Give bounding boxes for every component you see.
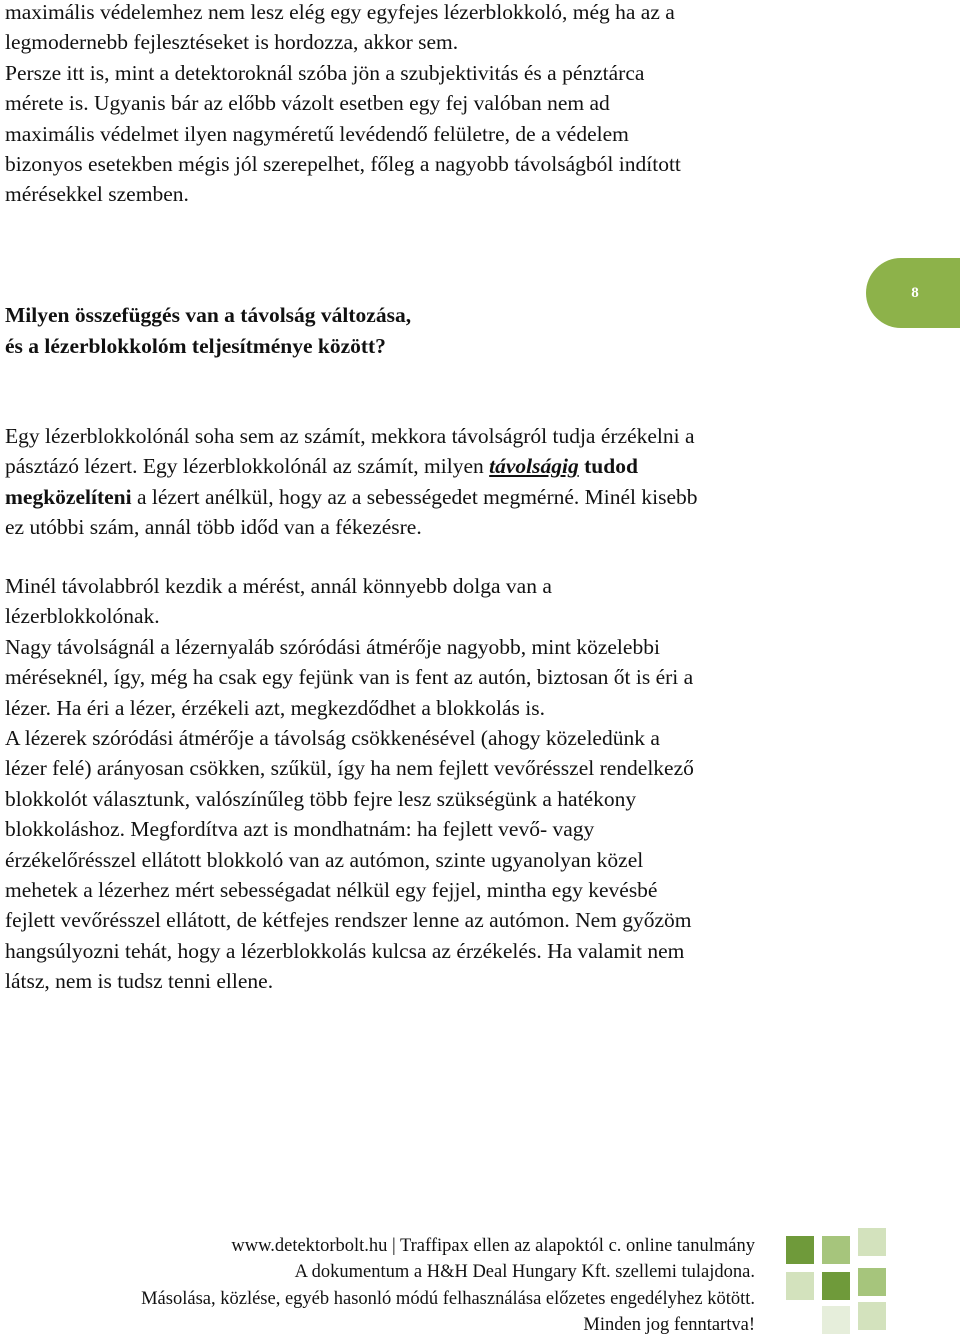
paragraph-line: lézerblokkolónak. — [5, 604, 160, 629]
paragraph-line — [5, 451, 865, 481]
footer-rights-line: Minden jog fenntartva! — [583, 1314, 755, 1335]
paragraph-line: Nagy távolságnál a lézernyaláb szóródási átmérője nagyobb, mint közelebbi — [5, 634, 660, 659]
text-run: a lézert anélkül, hogy az a sebességedet megmérné. Minél kisebb — [131, 484, 698, 509]
logo-square — [786, 1272, 814, 1300]
paragraph-line: fejlett vevőrésszel ellátott, de kétfejes rendszer lenne az autómon. Nem győzöm — [5, 908, 692, 933]
emphasis-text: megközelíteni — [5, 484, 132, 509]
paragraph-line: látsz, nem is tudsz tenni ellene. — [5, 969, 274, 994]
paragraph-distance — [5, 421, 865, 543]
page-number-badge — [866, 258, 960, 328]
paragraph-line: ez utóbbi szám, annál több időd van a fékezésre. — [5, 515, 422, 540]
footer-owner-line: A dokumentum a H&H Deal Hungary Kft. szellemi tulajdona. — [294, 1262, 755, 1283]
paragraph-line: hangsúlyozni tehát, hogy a lézerblokkolás kulcsa az érzékelés. Ha valamit nem — [5, 938, 685, 963]
intro-line: maximális védelemhez nem lesz elég egy egyfejes lézerblokkoló, még ha az a — [5, 0, 675, 24]
intro-line: mérete is. Ugyanis bár az előbb vázolt esetben egy fej valóban nem ad — [5, 91, 610, 116]
logo-square — [822, 1306, 850, 1334]
section-heading — [5, 300, 411, 362]
section-heading-line: és a lézerblokkolóm teljesítménye között? — [5, 334, 386, 358]
intro-line: maximális védelmet ilyen nagyméretű levédendő felületre, de a védelem — [5, 121, 629, 146]
paragraph-line — [5, 482, 865, 512]
intro-line: Persze itt is, mint a detektoroknál szóba jön a szubjektivitás és a pénztárca — [5, 60, 645, 85]
page-number: 8 — [911, 284, 919, 301]
intro-paragraph — [5, 0, 865, 210]
paragraph-line: Minél távolabbról kezdik a mérést, annál könnyebb dolga van a — [5, 574, 552, 598]
paragraph-line: blokkoláshoz. Megfordítva azt is mondhatnám: ha fejlett vevő- vagy — [5, 817, 595, 842]
logo-square — [786, 1236, 814, 1264]
footer-website-line: www.detektorbolt.hu | Traffipax ellen az alapoktól c. online tanulmány — [231, 1236, 755, 1256]
intro-line: mérésekkel szemben. — [5, 182, 189, 207]
paragraph-line: méréseknél, így, még ha csak egy fejünk van is fent az autón, biztosan őt is éri a — [5, 665, 694, 690]
paragraph-line: blokkolót választunk, valószínűleg több fejre lesz szükségünk a hatékony — [5, 786, 637, 811]
paragraph-dispersion — [5, 571, 865, 997]
paragraph-line: A lézerek szóródási átmérője a távolság csökkenésével (ahogy közeledünk a — [5, 726, 660, 751]
section-heading-line: Milyen összefüggés van a távolság változása, — [5, 303, 412, 327]
logo-square — [858, 1228, 886, 1256]
page-footer — [141, 1233, 755, 1338]
logo-square — [858, 1268, 886, 1296]
paragraph-line: mehetek a lézerhez mért sebességadat nélkül egy fejjel, mintha egy kevésbé — [5, 878, 658, 903]
logo-square — [822, 1236, 850, 1264]
emphasis-text: tudod — [578, 454, 638, 479]
paragraph-line: érzékelőrésszel ellátott blokkoló van az autómon, szinte ugyanolyan közel — [5, 847, 644, 872]
text-run: pásztázó lézert. Egy lézerblokkolónál az számít, milyen — [5, 454, 490, 479]
intro-line: bizonyos esetekben mégis jól szerepelhet, főleg a nagyobb távolságból indított — [5, 152, 681, 177]
emphasis-distance: távolságig — [489, 454, 579, 479]
paragraph-line: lézer. Ha éri a lézer, érzékeli azt, megkezdődhet a blokkolás is. — [5, 695, 545, 720]
paragraph-line: Egy lézerblokkolónál soha sem az számít, mekkora távolságról tudja érzékelni a — [5, 424, 695, 448]
logo-square — [858, 1302, 886, 1330]
logo-square — [822, 1272, 850, 1300]
paragraph-line: lézer felé) arányosan csökken, szűkül, így ha nem fejlett vevőrésszel rendelkező — [5, 756, 694, 781]
footer-copy-notice: Másolása, közlése, egyéb hasonló módú felhasználása előzetes engedélyhez kötött. — [141, 1288, 755, 1309]
intro-line: legmodernebb fejlesztéseket is hordozza, akkor sem. — [5, 30, 459, 55]
company-logo — [786, 1228, 908, 1332]
